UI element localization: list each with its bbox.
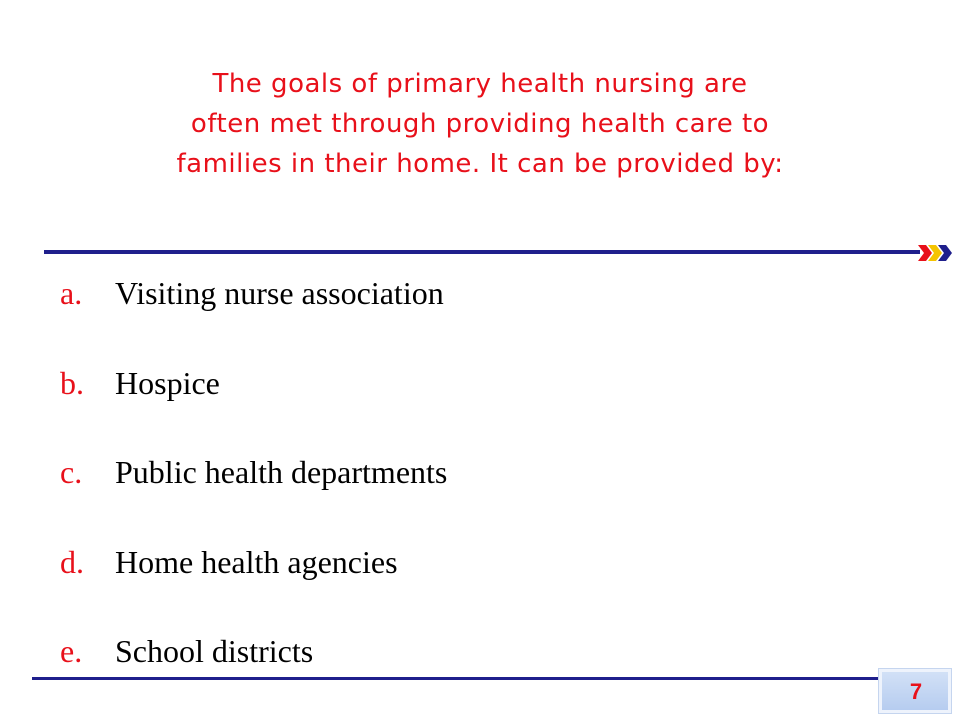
option-letter: e. — [60, 633, 83, 669]
question-text — [60, 64, 900, 184]
option-e — [60, 626, 447, 716]
option-text: Public health departments — [115, 454, 448, 490]
question-line-3: families in their home. It can be provided by: — [176, 149, 784, 179]
page-number-box — [878, 668, 952, 714]
answer-options — [60, 268, 447, 716]
option-text: Visiting nurse association — [115, 275, 444, 311]
option-text: Home health agencies — [115, 543, 398, 580]
top-divider — [44, 250, 920, 254]
option-letter: c. — [60, 454, 83, 490]
chevron-arrows-icon — [918, 245, 954, 261]
page-number: 7 — [909, 679, 923, 704]
option-letter: d. — [60, 543, 84, 580]
option-d — [60, 537, 447, 627]
question-line-1: The goals of primary health nursing are — [212, 69, 748, 99]
option-text: School districts — [115, 633, 314, 669]
question-line-2: often met through providing health care to — [190, 109, 770, 139]
option-text: Hospice — [115, 364, 220, 401]
option-a — [60, 268, 447, 358]
option-c — [60, 447, 447, 537]
option-letter: b. — [60, 364, 84, 401]
option-letter: a. — [60, 275, 83, 311]
bottom-divider — [32, 677, 878, 680]
option-b — [60, 358, 447, 448]
